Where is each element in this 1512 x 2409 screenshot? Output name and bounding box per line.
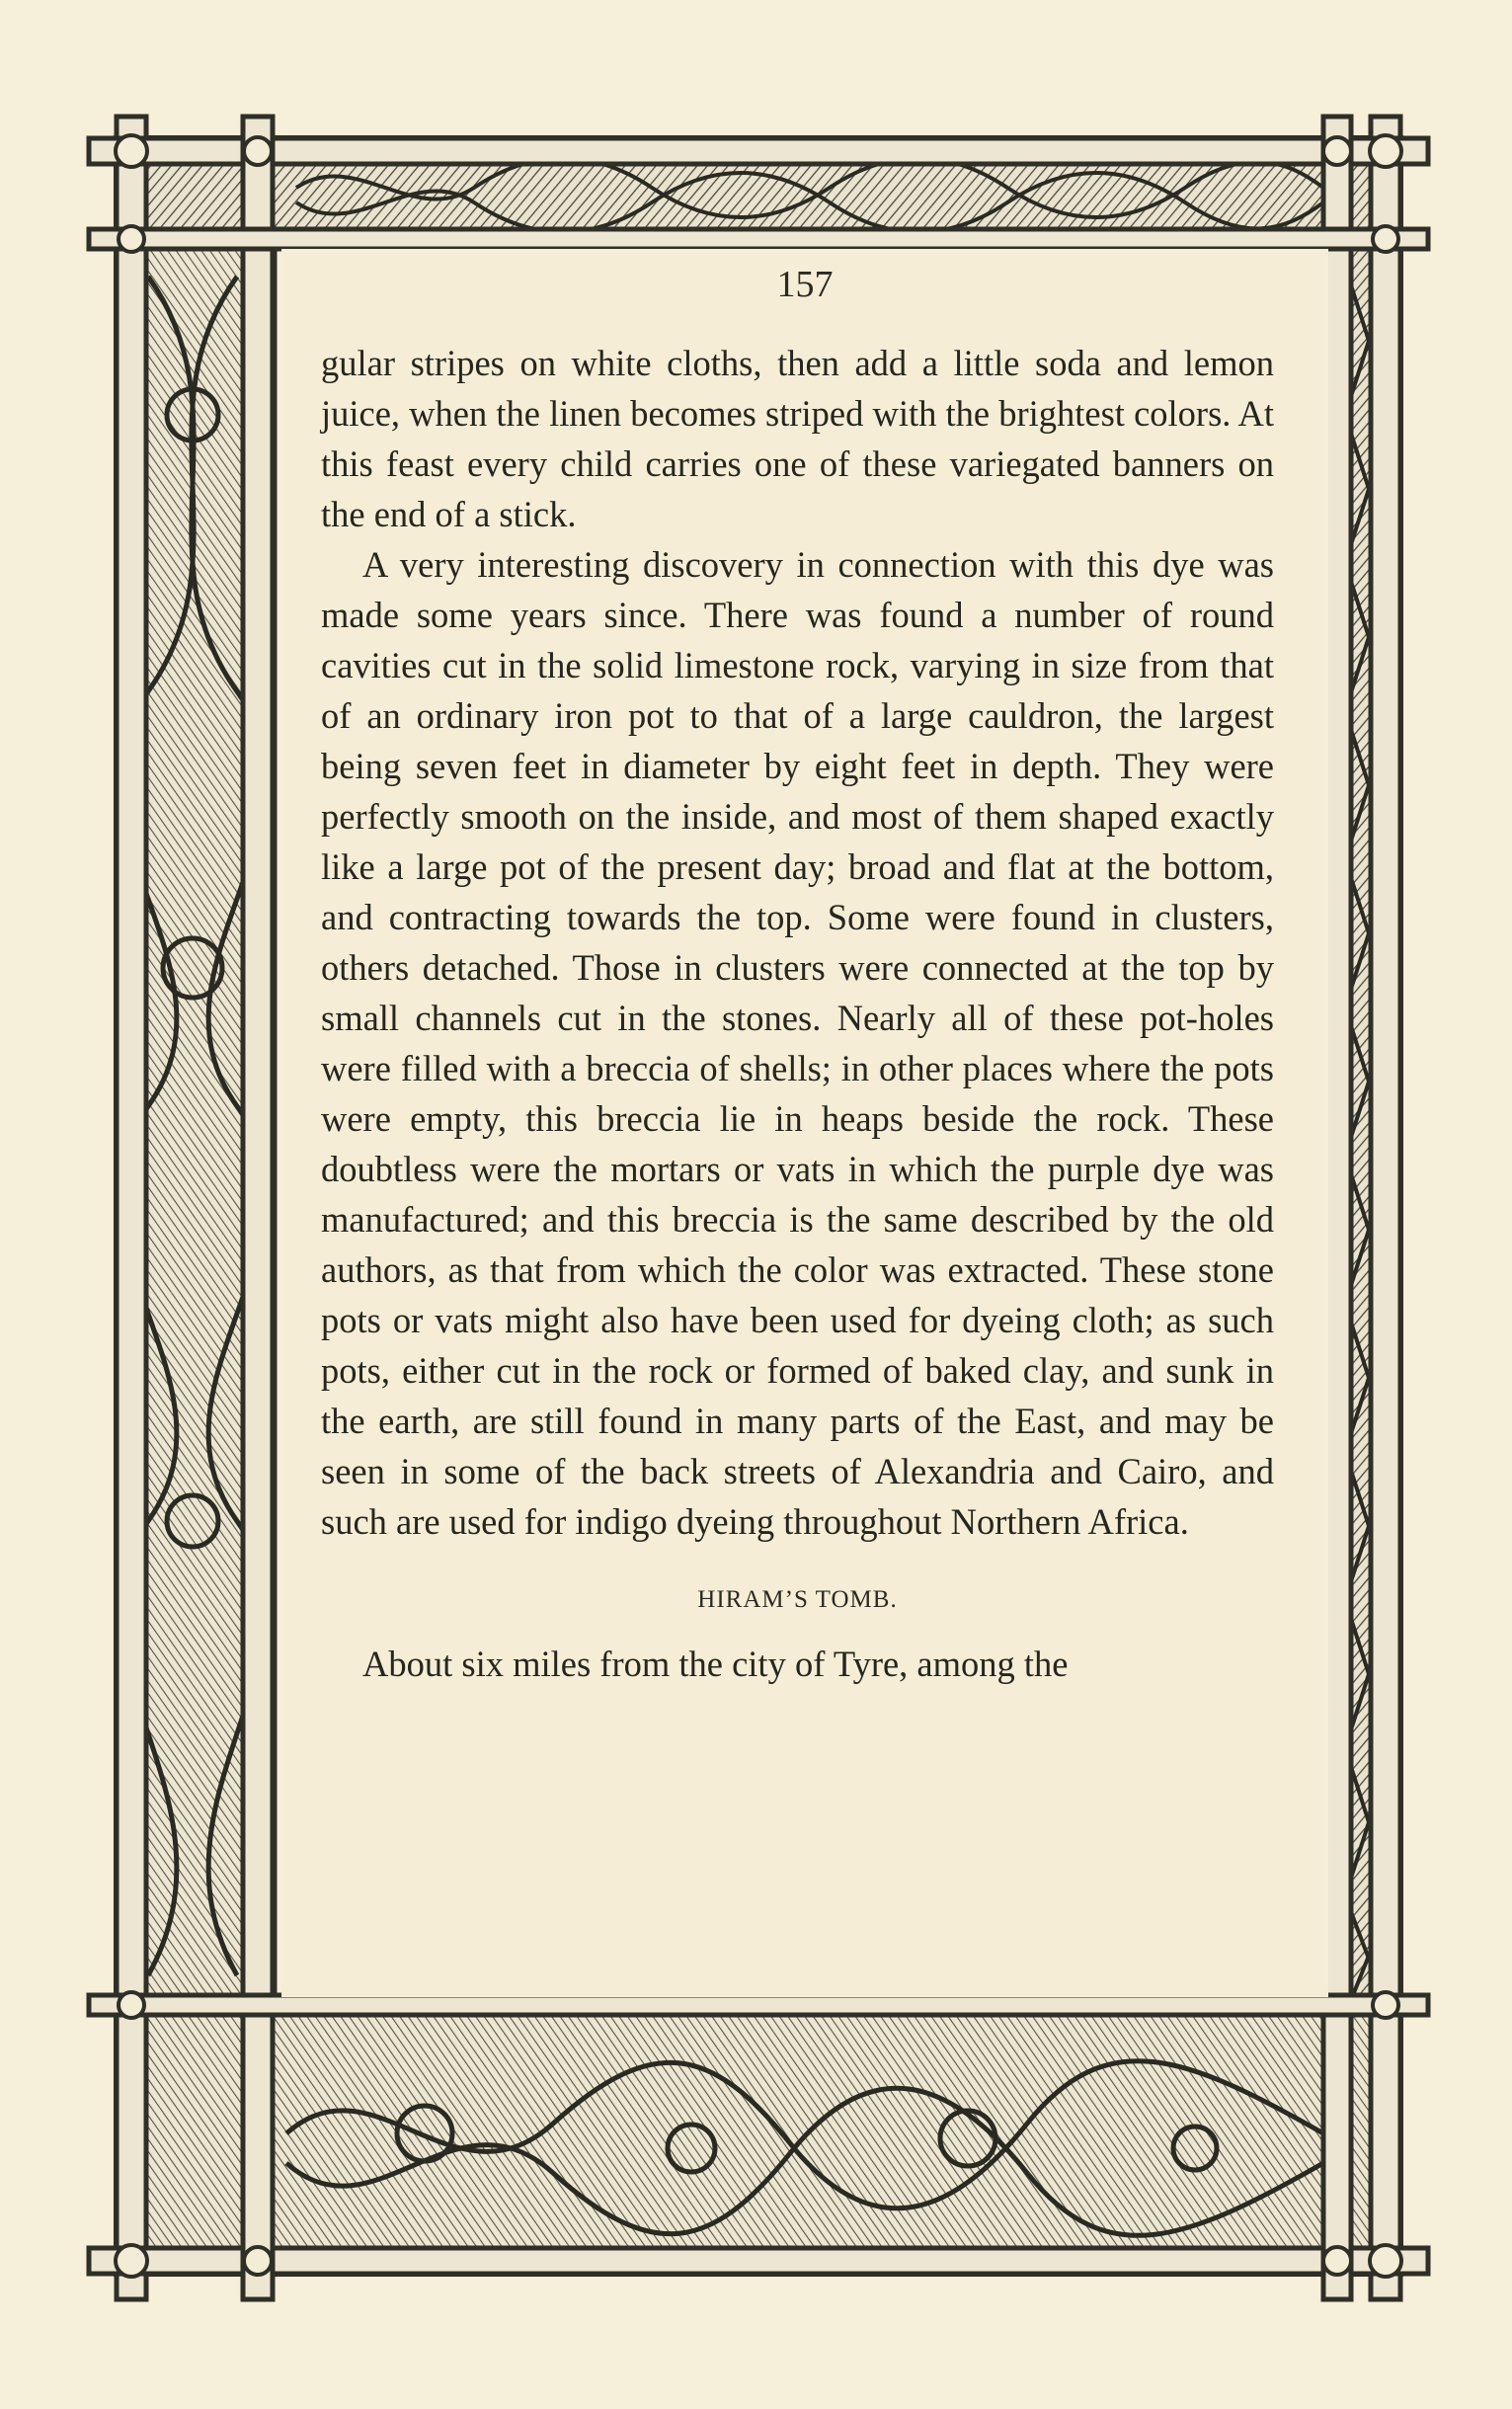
body-text [321,338,1274,1689]
bottom-border-band [117,2003,1400,2274]
text-area [281,249,1328,1997]
closing-paragraph: About six miles from the city of Tyre, among the [362,1644,1069,1684]
paragraph-2: A very interesting discovery in connection with this dye was made some years since. There was found a number of round cavities cut in the solid limestone rock, varying in size from that of an ordinary iron pot to that of a large cauldron, the largest being seven feet in diameter by eight feet in depth. They were perfectly smooth on the inside, and most of them shaped exactly like a large pot of the present day; broad and flat at the bottom, and contracting towards the top. Some were found in clusters, others detached. Those in clusters were connected at the top by small channels cut in the stones. Nearly all of these pot-holes were filled with a breccia of shells; in other places where the pots were empty, this breccia lie in heaps beside the rock. These doubtless were the mortars or vats in which the purple dye was manufactured; and this breccia is the same described by the old authors, as that from which the color was extracted. These stone pots or vats might also have been used for dyeing cloth; as such pots, either cut in the rock or formed of baked clay, and sunk in the earth, are still found in many parts of the East, and may be seen in some of the back streets of Alexandria and Cairo, and such are used for indigo dyeing throughout Northern Africa. [321,544,1274,1542]
page-number: 157 [776,264,834,305]
paragraph-1: gular stripes on white cloths, then add a little soda and lemon juice, when the linen becomes striped with the brightest colors. At this feast every child carries one of these variegated banners on the end of a stick. [321,343,1275,534]
section-heading: HIRAM’S TOMB. [697,1586,898,1613]
